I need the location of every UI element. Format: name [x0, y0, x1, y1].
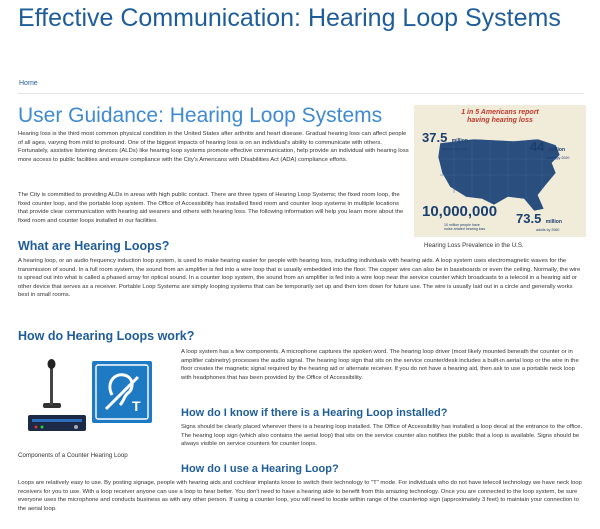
infographic-title-line2: having hearing loss	[467, 117, 533, 124]
stat1-unit: million	[451, 138, 468, 144]
stat-current-adults	[422, 129, 468, 151]
divider	[18, 93, 584, 94]
installed-body: Signs should be clearly placed wherever there is a hearing loop installed. The Office of Accessibility has installed a loop decal at the entrance to the office. The hearing loop sign (which also contains the aerial loop) that sits on the service counter also notifies the public that a loop is available. Signs should be always visible on service counters for counter loops.	[181, 424, 583, 448]
installed-heading: How do I know if there is a Hearing Loop installed?	[181, 407, 448, 419]
page-title: Effective Communication: Hearing Loop Systems	[18, 4, 561, 32]
stat2-value: 44	[530, 139, 545, 154]
what-heading: What are Hearing Loops?	[18, 239, 170, 253]
hearing-loop-sign	[92, 361, 152, 423]
infographic-title	[414, 109, 586, 125]
stat4-sub: adults by 2060	[536, 228, 560, 232]
what-body: A hearing loop, or an audio frequency induction loop system, is used to make hearing easier for people with hearing loss, including individuals with hearing aids. A loop system uses electromagnetic waves for the transmission of sound. In a full room system, the sound from an amplifier is fed into a wire loop that is usually embedded into the floor. The copper wire can also be in baseboards or even the ceiling. Normally, the wire is spread out into what is called a phased array for optical sound. In a counter loop system, the sound from an amplifier is fed into a wire loop near the service counter which broadcasts to a telecoil in a hearing aid or other device that serves as a receiver. Portable Loop Systems are simply looping systems that can be temporarily set up and then torn down for future use. The wire is usually laid out in a circle and generally works best in small rooms.	[18, 258, 581, 299]
svg-text:T: T	[132, 398, 141, 414]
stat3-sub1: 10 million people have	[444, 223, 480, 227]
stat-noise-related	[422, 203, 497, 231]
stat2-sub: adults by 2020	[546, 156, 570, 160]
hearing-loss-infographic	[414, 105, 586, 237]
stat3-value: 10,000,000	[422, 203, 498, 220]
stat-2020-adults	[530, 138, 569, 160]
use-body: Loops are relatively easy to use. By posting signage, people with hearing aids and cochlear implants know to switch their technology to "T" mode. For individuals who do not have telecoil technology we have neck loop receivers for you to use. With a loop receiver anyone can use a loop to hear better. You don't need to have a hearing aide to benefit from this amazing technology. Once you are connected to the loop system, be sure everyone uses the microphone and conducts business as with any other person. If using a counter loop, you will need to locate within range of the countertop sign (approximately 3 feet) to maintain your connection to the aerial loop.	[18, 480, 582, 512]
breadcrumb-home-link[interactable]: Home	[19, 80, 38, 87]
stat2-unit: million	[548, 147, 566, 153]
how-work-heading: How do Hearing Loops work?	[18, 329, 195, 343]
infographic-caption: Hearing Loss Prevalence in the U.S.	[424, 242, 524, 249]
stat4-value: 73.5	[516, 211, 542, 226]
stat3-sub2: noise-related hearing loss	[444, 227, 486, 231]
components-caption: Components of a Counter Hearing Loop	[18, 452, 128, 459]
guidance-heading: User Guidance: Hearing Loop Systems	[18, 104, 383, 127]
hearing-loop-ear-icon	[92, 361, 152, 423]
stat-2060-adults	[516, 210, 562, 232]
use-heading: How do I use a Hearing Loop?	[181, 463, 339, 475]
stat4-unit: million	[545, 219, 562, 225]
guidance-paragraph-2: The City is committed to providing ALDs in areas with high public contact. There are three types of Hearing Loop Systems; the fixed room loop, the fixed counter loop, and the portable loop system. The Office of Accessibility has installed fixed room and counter loop systems in multiple locations that provide clear communication with hearing aid wearers and others with hearing loss. The following information will help you learn more about the fixed room and counter loops installed in our facilities.	[18, 192, 404, 224]
infographic-title-line1: 1 in 5 Americans report	[461, 109, 539, 116]
how-work-body: A loop system has a few components. A microphone captures the spoken word. The hearing loop driver (most likely mounted beneath the counter or in amplifier cabinetry) processes the audio signal. The hearing loop sign that sits on the service counter/desk includes a built-in aerial loop or the wire in the floor creates the magnetic signal required by the hearing aid or alternate receiver. If you do not have a hearing aid, then ask to use a portable neck loop with headphones that has been provided by the Office of Accessibility.	[181, 349, 579, 381]
guidance-paragraph-1: Hearing loss is the third most common physical condition in the United States after arthritis and heart disease. Gradual hearing loss can affect people of all ages, varying from mild to profound. One of the biggest impacts of hearing loss is on an individual's ability to communicate with others. Fortunately, assistive listening devices (ALDs) like hearing loop systems promote effective communication, help provide an individual with hearing loss more access to public facilities and ensure compliance with the City's Americans with Disabilities Act (ADA) compliance efforts.	[18, 131, 409, 163]
stat1-value: 37.5	[422, 130, 448, 145]
stat1-sub: adults right now	[442, 147, 468, 151]
